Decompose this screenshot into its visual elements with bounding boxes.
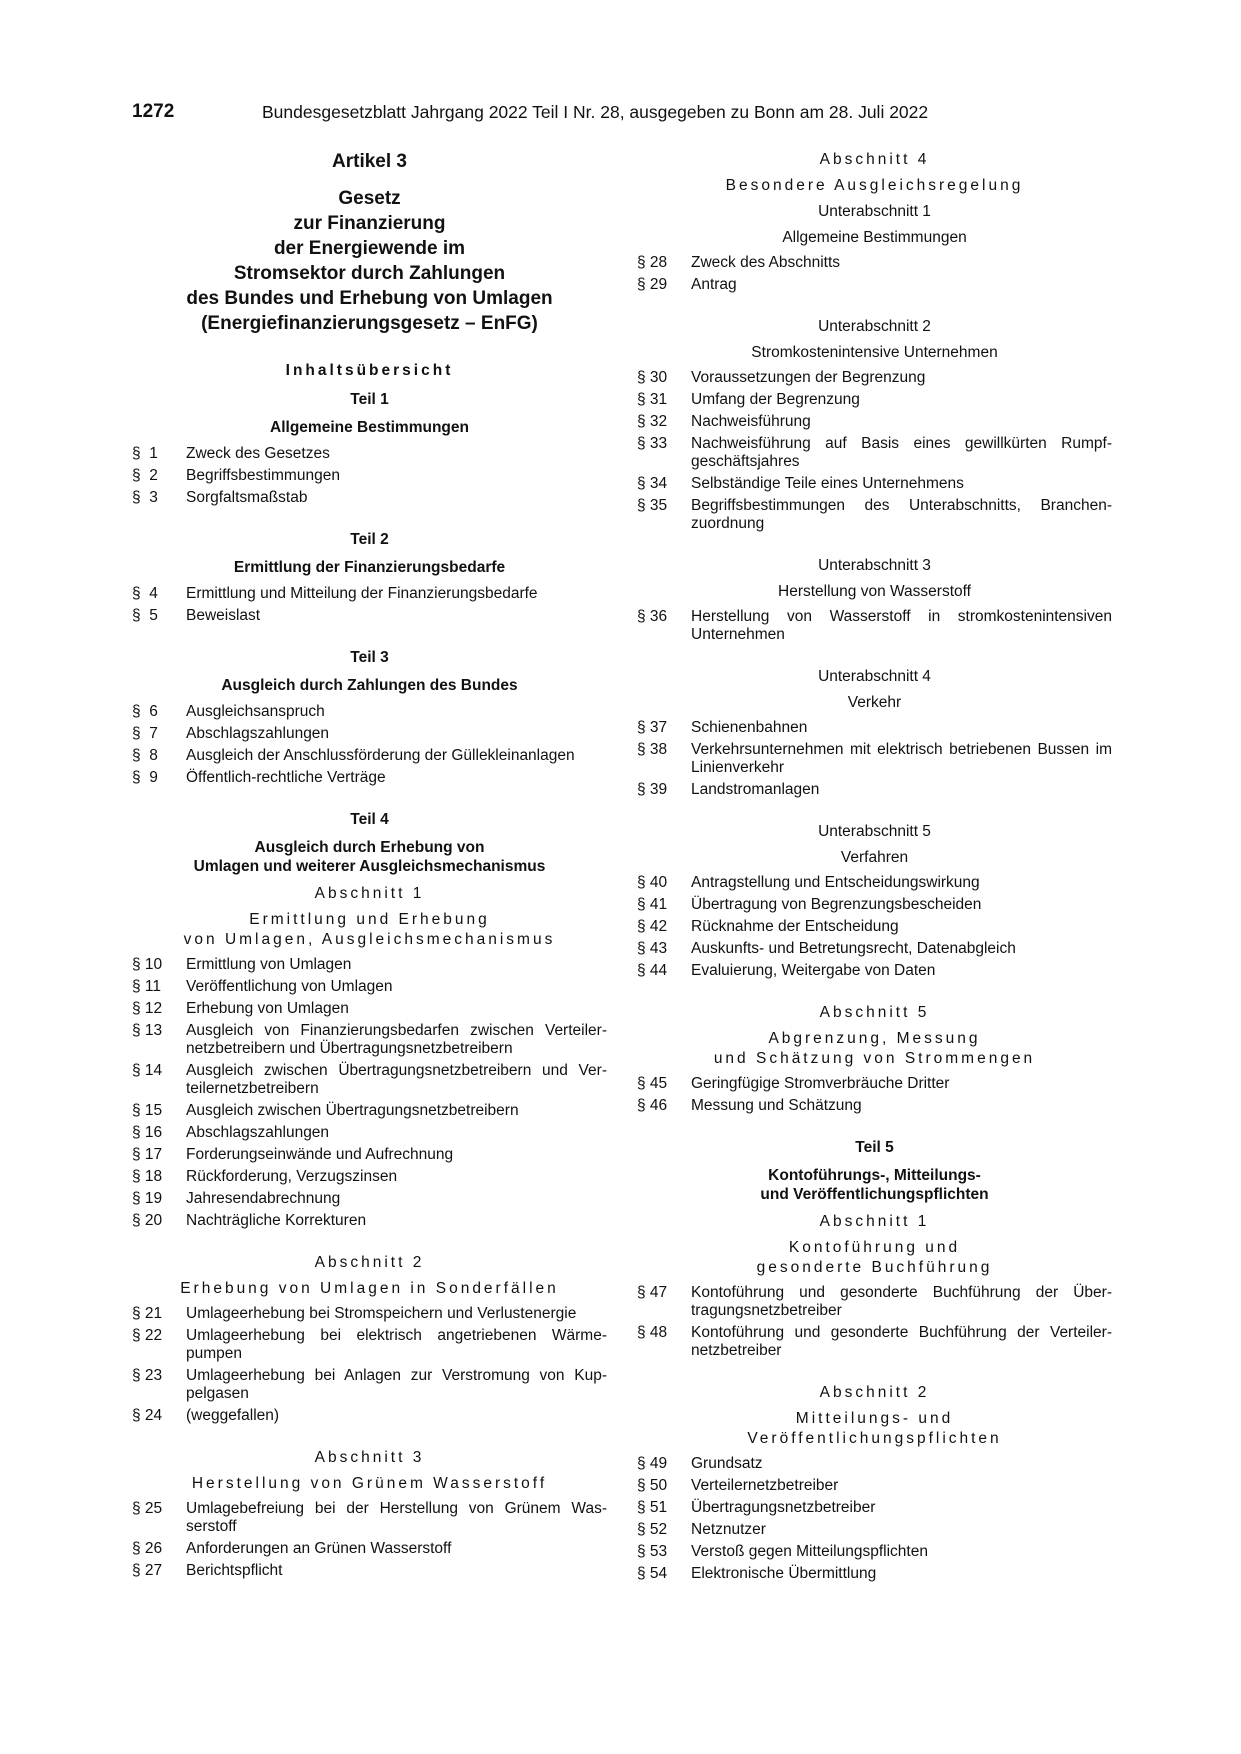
toc-entry xyxy=(132,703,607,721)
paragraph-title: Anforderungen an Grünen Wasserstoff xyxy=(186,1540,452,1557)
spacer xyxy=(132,791,607,810)
spacer xyxy=(132,629,607,648)
spacer xyxy=(637,803,1112,822)
toc-entry xyxy=(637,1499,1112,1517)
toc-entry xyxy=(132,1500,607,1536)
spacer xyxy=(132,1429,607,1448)
toc-entry xyxy=(637,276,1112,294)
paragraph-number: § 22 xyxy=(132,1327,163,1344)
paragraph-title: Abschlagszahlungen xyxy=(186,1124,330,1141)
subsection-title-line: Verkehr xyxy=(847,694,902,711)
paragraph-title: Verteilernetzbetreiber xyxy=(691,1477,839,1494)
spacer xyxy=(132,511,607,530)
part-number: Teil 4 xyxy=(350,811,389,828)
paragraph-title: (weggefallen) xyxy=(186,1407,280,1424)
section-title-line: gesonderte Buchführung xyxy=(756,1259,993,1276)
paragraph-number: § 19 xyxy=(132,1190,163,1207)
paragraph-title: Netznutzer xyxy=(691,1521,766,1538)
paragraph-title: Verstoß gegen Mitteilungspflichten xyxy=(691,1543,928,1560)
section-title-line: von Umlagen, Ausgleichsmechanismus xyxy=(183,931,556,948)
paragraph-number: § 46 xyxy=(637,1097,668,1114)
toc-list xyxy=(637,254,1112,294)
paragraph-title: Rückforderung, Verzugszinsen xyxy=(186,1168,398,1185)
toc-entry xyxy=(637,413,1112,431)
toc-entry xyxy=(637,962,1112,980)
gazette-title: Bundesgesetzblatt Jahrgang 2022 Teil I Nr. 28, ausgegeben zu Bonn am 28. Juli 2022 xyxy=(262,102,929,122)
subsection-title xyxy=(637,582,1112,602)
part-title xyxy=(132,676,607,695)
law-title-line: des Bundes und Erhebung von Umlagen xyxy=(186,288,553,309)
paragraph-title: Begriffsbestimmungen xyxy=(186,467,340,484)
paragraph-number: § 36 xyxy=(637,608,668,625)
paragraph-number: § 54 xyxy=(637,1565,668,1582)
left-toc xyxy=(132,390,607,1580)
toc-list xyxy=(132,1500,607,1580)
paragraph-title: Schienenbahnen xyxy=(691,719,808,736)
paragraph-title: Jahresendabrechnung xyxy=(186,1190,341,1207)
section-title xyxy=(637,176,1112,196)
part-title xyxy=(132,838,607,876)
law-title-line: Stromsektor durch Zahlungen xyxy=(233,263,506,284)
section-title xyxy=(132,1279,607,1299)
paragraph-title: Ermittlung von Umlagen xyxy=(186,956,352,973)
left-column xyxy=(132,150,607,1584)
part-title xyxy=(637,1166,1112,1204)
paragraph-title: Messung und Schätzung xyxy=(691,1097,862,1114)
toc-heading: Inhaltsübersicht xyxy=(285,362,454,379)
toc-entry xyxy=(132,1562,607,1580)
toc-entry xyxy=(637,1455,1112,1473)
paragraph-title: Berichtspflicht xyxy=(186,1562,283,1579)
toc-entry xyxy=(132,1062,607,1098)
page-number: 1272 xyxy=(132,101,175,122)
subsection-number: Unterabschnitt 2 xyxy=(818,318,931,335)
right-toc xyxy=(637,150,1112,1583)
spacer xyxy=(132,1234,607,1253)
subsection-number: Unterabschnitt 4 xyxy=(818,668,931,685)
section-title xyxy=(132,1474,607,1494)
paragraph-number: § 11 xyxy=(132,978,162,995)
article-label: Artikel 3 xyxy=(332,151,407,172)
toc-entry xyxy=(637,940,1112,958)
toc-entry xyxy=(637,391,1112,409)
toc-list xyxy=(132,1305,607,1425)
paragraph-number: § 35 xyxy=(637,497,668,514)
law-title-line: Gesetz xyxy=(338,188,401,209)
subsection-title-line: Verfahren xyxy=(840,849,909,866)
paragraph-number: § 37 xyxy=(637,719,668,736)
spacer xyxy=(637,1119,1112,1138)
paragraph-number: § 18 xyxy=(132,1168,163,1185)
toc-list xyxy=(132,445,607,507)
toc-entry xyxy=(637,1477,1112,1495)
paragraph-title: Übertragungsnetzbetreiber xyxy=(691,1499,876,1516)
toc-list xyxy=(637,719,1112,799)
toc-entry xyxy=(132,445,607,463)
paragraph-number: § 14 xyxy=(132,1062,163,1079)
section-title-line: Ermittlung und Erhebung xyxy=(249,911,490,928)
paragraph-title: Voraussetzungen der Begrenzung xyxy=(691,369,926,386)
paragraph-title: Ausgleich zwischen Übertragungsnetzbetreibern und Verteilernetzbetreibern xyxy=(186,1062,607,1097)
toc-entry xyxy=(132,1000,607,1018)
toc-entry xyxy=(132,585,607,603)
part-title-line: Umlagen und weiterer Ausgleichsmechanismus xyxy=(193,858,546,875)
toc-entry xyxy=(637,369,1112,387)
paragraph-title: Abschlagszahlungen xyxy=(186,725,330,742)
paragraph-number: § 15 xyxy=(132,1102,163,1119)
paragraph-number: § 7 xyxy=(132,725,158,742)
part-title-line: Ausgleich durch Zahlungen des Bundes xyxy=(221,677,518,694)
paragraph-number: § 53 xyxy=(637,1543,668,1560)
toc-entry xyxy=(132,489,607,507)
paragraph-number: § 1 xyxy=(132,445,158,462)
section-number: Abschnitt 1 xyxy=(314,885,425,902)
paragraph-number: § 26 xyxy=(132,1540,163,1557)
toc-entry xyxy=(637,719,1112,737)
toc-list xyxy=(637,1455,1112,1583)
section-number: Abschnitt 5 xyxy=(819,1004,930,1021)
toc-entry xyxy=(132,1305,607,1323)
toc-entry xyxy=(637,1521,1112,1539)
part-title-line: Kontoführungs-, Mitteilungs- xyxy=(768,1167,981,1184)
toc-entry xyxy=(637,435,1112,471)
toc-entry xyxy=(132,978,607,996)
paragraph-number: § 2 xyxy=(132,467,158,484)
toc-list xyxy=(132,585,607,625)
paragraph-number: § 47 xyxy=(637,1284,668,1301)
subsection-title xyxy=(637,848,1112,868)
toc-list xyxy=(637,369,1112,533)
paragraph-number: § 28 xyxy=(637,254,668,271)
paragraph-number: § 31 xyxy=(637,391,668,408)
subsection-title-line: Stromkostenintensive Unternehmen xyxy=(751,344,998,361)
paragraph-number: § 10 xyxy=(132,956,163,973)
paragraph-number: § 52 xyxy=(637,1521,668,1538)
toc-entry xyxy=(132,956,607,974)
paragraph-title: Ausgleich von Finanzierungsbedarfen zwischen Verteilernetzbetreibern und Übertragungsnetzbetreibern xyxy=(186,1022,607,1057)
paragraph-number: § 24 xyxy=(132,1407,163,1424)
paragraph-title: Ermittlung und Mitteilung der Finanzierungsbedarfe xyxy=(186,585,538,602)
paragraph-title: Geringfügige Stromverbräuche Dritter xyxy=(691,1075,950,1092)
subsection-title xyxy=(637,693,1112,713)
paragraph-title: Antrag xyxy=(691,276,737,293)
toc-list xyxy=(132,703,607,787)
toc-entry xyxy=(637,1324,1112,1360)
paragraph-title: Forderungseinwände und Aufrechnung xyxy=(186,1146,454,1163)
toc-entry xyxy=(637,497,1112,533)
paragraph-number: § 43 xyxy=(637,940,668,957)
toc-entry xyxy=(132,1407,607,1425)
law-title-line: (Energiefinanzierungsgesetz – EnFG) xyxy=(201,313,538,334)
paragraph-number: § 17 xyxy=(132,1146,163,1163)
paragraph-number: § 25 xyxy=(132,1500,163,1517)
paragraph-number: § 13 xyxy=(132,1022,163,1039)
toc-entry xyxy=(637,608,1112,644)
toc-entry xyxy=(132,607,607,625)
toc-entry xyxy=(132,1540,607,1558)
paragraph-title: Zweck des Gesetzes xyxy=(186,445,330,462)
toc-entry xyxy=(637,741,1112,777)
paragraph-number: § 41 xyxy=(637,896,668,913)
toc-list xyxy=(637,1284,1112,1360)
paragraph-title: Nachweisführung xyxy=(691,413,811,430)
toc-entry xyxy=(637,1075,1112,1093)
right-column xyxy=(637,150,1112,1587)
toc-entry xyxy=(132,467,607,485)
toc-list xyxy=(132,956,607,1230)
paragraph-title: Kontoführung und gesonderte Buchführung der Übertragungsnetzbetreiber xyxy=(691,1284,1112,1319)
toc-entry xyxy=(132,1022,607,1058)
section-number: Abschnitt 4 xyxy=(819,151,930,168)
part-title-line: Ermittlung der Finanzierungsbedarfe xyxy=(233,559,506,576)
paragraph-title: Selbständige Teile eines Unternehmens xyxy=(691,475,964,492)
paragraph-number: § 29 xyxy=(637,276,668,293)
law-title xyxy=(132,186,607,336)
paragraph-number: § 6 xyxy=(132,703,158,720)
subsection-number: Unterabschnitt 3 xyxy=(818,557,931,574)
paragraph-number: § 38 xyxy=(637,741,668,758)
part-number: Teil 2 xyxy=(350,531,389,548)
paragraph-title: Antragstellung und Entscheidungswirkung xyxy=(691,874,980,891)
paragraph-number: § 4 xyxy=(132,585,158,602)
toc-entry xyxy=(132,725,607,743)
spacer xyxy=(637,298,1112,317)
toc-entry xyxy=(132,1367,607,1403)
paragraph-number: § 20 xyxy=(132,1212,163,1229)
paragraph-title: Auskunfts- und Betretungsrecht, Datenabgleich xyxy=(691,940,1016,957)
paragraph-title: Zweck des Abschnitts xyxy=(691,254,841,271)
section-number: Abschnitt 3 xyxy=(314,1449,425,1466)
paragraph-title: Verkehrsunternehmen mit elektrisch betriebenen Bussen im Linienverkehr xyxy=(691,741,1112,776)
part-number: Teil 5 xyxy=(855,1139,894,1156)
paragraph-title: Ausgleich zwischen Übertragungsnetzbetreibern xyxy=(186,1102,519,1119)
paragraph-title: Elektronische Übermittlung xyxy=(691,1565,877,1582)
paragraph-number: § 3 xyxy=(132,489,158,506)
toc-entry xyxy=(132,1146,607,1164)
paragraph-title: Umlageerhebung bei Anlagen zur Verstromung von Kuppelgasen xyxy=(186,1367,607,1402)
paragraph-title: Nachträgliche Korrekturen xyxy=(186,1212,367,1229)
toc-entry xyxy=(132,747,607,765)
section-title-line: Besondere Ausgleichsregelung xyxy=(725,177,1024,194)
part-title xyxy=(132,418,607,437)
paragraph-number: § 33 xyxy=(637,435,668,452)
paragraph-title: Beweislast xyxy=(186,607,261,624)
section-title xyxy=(637,1238,1112,1278)
paragraph-number: § 34 xyxy=(637,475,668,492)
paragraph-title: Öffentlich-rechtliche Verträge xyxy=(186,769,386,786)
toc-entry xyxy=(637,1284,1112,1320)
paragraph-title: Landstromanlagen xyxy=(691,781,820,798)
toc-entry xyxy=(132,769,607,787)
paragraph-number: § 49 xyxy=(637,1455,668,1472)
toc-entry xyxy=(637,896,1112,914)
toc-entry xyxy=(132,1102,607,1120)
toc-entry xyxy=(132,1212,607,1230)
paragraph-title: Nachweisführung auf Basis eines gewillkürten Rumpfgeschäftsjahres xyxy=(691,435,1112,470)
paragraph-number: § 5 xyxy=(132,607,158,624)
toc-entry xyxy=(132,1168,607,1186)
part-title-line: und Veröffentlichungspflichten xyxy=(760,1186,989,1203)
toc-list xyxy=(637,1075,1112,1115)
toc-entry xyxy=(637,254,1112,272)
toc-list xyxy=(637,608,1112,644)
subsection-number: Unterabschnitt 1 xyxy=(818,203,931,220)
section-number: Abschnitt 1 xyxy=(819,1213,930,1230)
paragraph-number: § 32 xyxy=(637,413,668,430)
toc-entry xyxy=(637,918,1112,936)
spacer xyxy=(637,648,1112,667)
part-number: Teil 3 xyxy=(350,649,389,666)
toc-entry xyxy=(637,1565,1112,1583)
paragraph-number: § 51 xyxy=(637,1499,668,1516)
paragraph-number: § 42 xyxy=(637,918,668,935)
paragraph-title: Erhebung von Umlagen xyxy=(186,1000,349,1017)
paragraph-title: Umlageerhebung bei Stromspeichern und Verlustenergie xyxy=(186,1305,577,1322)
paragraph-title: Umfang der Begrenzung xyxy=(691,391,860,408)
paragraph-number: § 27 xyxy=(132,1562,163,1579)
paragraph-number: § 40 xyxy=(637,874,668,891)
paragraph-number: § 8 xyxy=(132,747,158,764)
page-header xyxy=(132,101,1112,125)
subsection-number: Unterabschnitt 5 xyxy=(818,823,931,840)
paragraph-title: Herstellung von Wasserstoff in stromkostenintensiven Unternehmen xyxy=(691,608,1112,643)
paragraph-title: Ausgleichsanspruch xyxy=(186,703,325,720)
paragraph-title: Evaluierung, Weitergabe von Daten xyxy=(691,962,936,979)
toc-entry xyxy=(132,1124,607,1142)
section-title-line: Mitteilungs- und xyxy=(795,1410,954,1427)
section-title xyxy=(637,1029,1112,1069)
toc-entry xyxy=(637,874,1112,892)
spacer xyxy=(637,984,1112,1003)
toc-entry xyxy=(132,1327,607,1363)
part-number: Teil 1 xyxy=(350,391,389,408)
part-title-line: Ausgleich durch Erhebung von xyxy=(254,839,485,856)
section-number: Abschnitt 2 xyxy=(819,1384,930,1401)
subsection-title-line: Allgemeine Bestimmungen xyxy=(782,229,967,246)
paragraph-title: Übertragung von Begrenzungsbescheiden xyxy=(691,896,982,913)
law-title-line: der Energiewende im xyxy=(273,238,466,259)
paragraph-number: § 50 xyxy=(637,1477,668,1494)
section-title-line: Kontoführung und xyxy=(788,1239,961,1256)
toc-entry xyxy=(132,1190,607,1208)
spacer xyxy=(637,1364,1112,1383)
section-title-line: Abgrenzung, Messung xyxy=(768,1030,981,1047)
paragraph-number: § 21 xyxy=(132,1305,163,1322)
section-title xyxy=(637,1409,1112,1449)
paragraph-title: Umlageerhebung bei elektrisch angetriebenen Wärmepumpen xyxy=(186,1327,607,1362)
section-title-line: Herstellung von Grünem Wasserstoff xyxy=(191,1475,548,1492)
section-title-line: Erhebung von Umlagen in Sonderfällen xyxy=(180,1280,559,1297)
part-title-line: Allgemeine Bestimmungen xyxy=(270,419,469,436)
paragraph-title: Veröffentlichung von Umlagen xyxy=(186,978,393,995)
paragraph-title: Begriffsbestimmungen des Unterabschnitts, Branchenzuordnung xyxy=(691,497,1112,532)
subsection-title xyxy=(637,228,1112,248)
law-title-line: zur Finanzierung xyxy=(293,213,446,234)
section-number: Abschnitt 2 xyxy=(314,1254,425,1271)
section-title-line: und Schätzung von Strommengen xyxy=(713,1050,1036,1067)
paragraph-number: § 9 xyxy=(132,769,158,786)
toc-list xyxy=(637,874,1112,980)
paragraph-number: § 30 xyxy=(637,369,668,386)
paragraph-number: § 44 xyxy=(637,962,668,979)
paragraph-number: § 23 xyxy=(132,1367,163,1384)
paragraph-title: Kontoführung und gesonderte Buchführung der Verteilernetzbetreiber xyxy=(691,1324,1112,1359)
toc-entry xyxy=(637,781,1112,799)
paragraph-title: Rücknahme der Entscheidung xyxy=(691,918,899,935)
section-title-line: Veröffentlichungspflichten xyxy=(747,1430,1002,1447)
part-title xyxy=(132,558,607,577)
toc-entry xyxy=(637,1543,1112,1561)
paragraph-title: Sorgfaltsmaßstab xyxy=(186,489,308,506)
paragraph-title: Ausgleich der Anschlussförderung der Güllekleinanlagen xyxy=(186,747,575,764)
paragraph-number: § 12 xyxy=(132,1000,163,1017)
paragraph-title: Grundsatz xyxy=(691,1455,763,1472)
spacer xyxy=(637,537,1112,556)
paragraph-title: Umlagebefreiung bei der Herstellung von Grünem Wasserstoff xyxy=(186,1500,607,1535)
subsection-title xyxy=(637,343,1112,363)
toc-entry xyxy=(637,1097,1112,1115)
toc-entry xyxy=(637,475,1112,493)
paragraph-number: § 16 xyxy=(132,1124,163,1141)
section-title xyxy=(132,910,607,950)
paragraph-number: § 39 xyxy=(637,781,668,798)
subsection-title-line: Herstellung von Wasserstoff xyxy=(778,583,971,600)
paragraph-number: § 45 xyxy=(637,1075,668,1092)
paragraph-number: § 48 xyxy=(637,1324,668,1341)
